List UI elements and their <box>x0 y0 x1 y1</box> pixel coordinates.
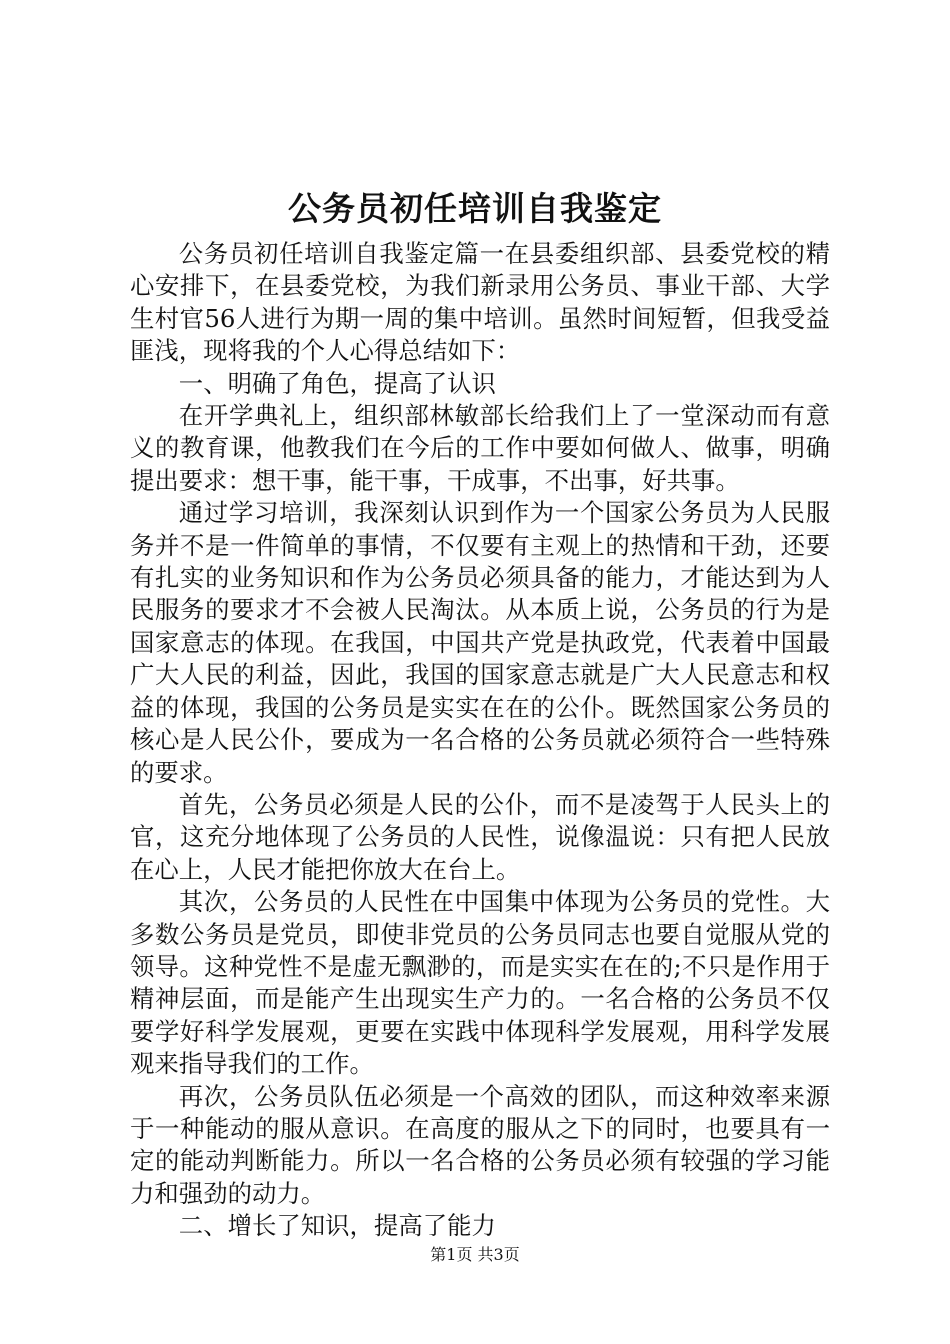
body-paragraph: 首先，公务员必须是人民的公仆，而不是凌驾于人民头上的官，这充分地体现了公务员的人民性，说像温说：只有把人民放在心上，人民才能把你放大在台上。 <box>130 789 830 884</box>
document-title: 公务员初任培训自我鉴定 <box>288 189 662 228</box>
section-heading-1: 一、明确了角色，提高了认识 <box>178 368 496 398</box>
body-paragraph: 通过学习培训，我深刻认识到作为一个国家公务员为人民服务并不是一件简单的事情，不仅要有主观上的热情和干劲，还要有扎实的业务知识和作为公务员必须具备的能力，才能达到为人民服务的要求才不会被人民淘汰。从本质上说，公务员的行为是国家意志的体现。在我国，中国共产党是执政党，代表着中国最广大人民的利益，因此，我国的国家意志就是广大人民意志和权益的体现，我国的公务员是实实在在的公仆。既然国家公务员的核心是人民公仆，要成为一名合格的公务员就必须符合一些特殊的要求。 <box>130 498 830 787</box>
body-paragraph: 在开学典礼上，组织部林敏部长给我们上了一堂深动而有意义的教育课，他教我们在今后的工作中要如何做人、做事，明确提出要求：想干事，能干事，干成事，不出事，好共事。 <box>130 401 830 495</box>
document-body <box>130 238 830 1243</box>
body-paragraph: 再次，公务员队伍必须是一个高效的团队，而这种效率来源于一种能动的服从意识。在高度的服从之下的同时，也要具有一定的能动判断能力。所以一名合格的公务员必须有较强的学习能力和强劲的动力。 <box>130 1081 830 1208</box>
body-paragraph: 其次，公务员的人民性在中国集中体现为公务员的党性。大多数公务员是党员，即使非党员的公务员同志也要自觉服从党的领导。这种党性不是虚无飘渺的，而是实实在在的;不只是作用于精神层面，而是能产生出现实生产力的。一名合格的公务员不仅要学好科学发展观，更要在实践中体现科学发展观，用科学发展观来指导我们的工作。 <box>130 887 830 1079</box>
intro-paragraph: 公务员初任培训自我鉴定篇一在县委组织部、县委党校的精心安排下，在县委党校，为我们新录用公务员、事业干部、大学生村官56人进行为期一周的集中培训。虽然时间短暂，但我受益匪浅，现将我的个人心得总结如下： <box>130 239 830 366</box>
page-footer: 第1页 共3页 <box>430 1245 520 1264</box>
section-heading-2: 二、增长了知识，提高了能力 <box>178 1211 496 1241</box>
